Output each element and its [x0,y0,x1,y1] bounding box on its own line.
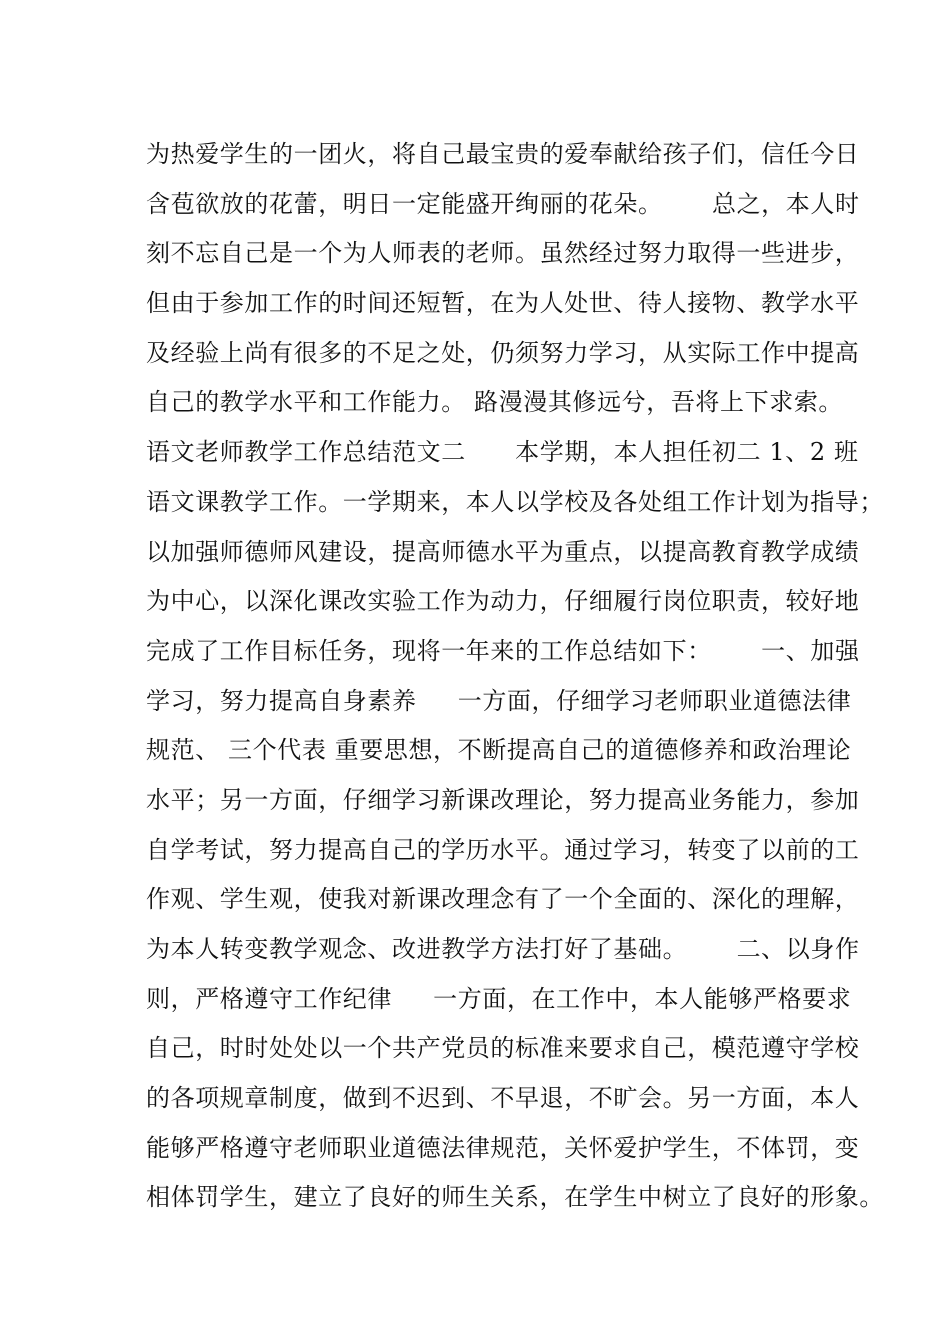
text-line: 但由于参加工作的时间还短暂，在为人处世、待人接物、教学水平 [146,289,860,318]
text-line: 相体罚学生，建立了良好的师生关系，在学生中树立了良好的形象。 [146,1183,884,1212]
text-line: 自己的教学水平和工作能力。 路漫漫其修远兮，吾将上下求索。 [146,388,844,417]
text-line: 作观、学生观，使我对新课改理念有了一个全面的、深化的理解， [146,885,860,914]
body-text [146,130,884,1223]
text-line: 水平；另一方面，仔细学习新课改理论，努力提高业务能力，参加 [146,785,860,814]
text-line: 为中心，以深化课改实验工作为动力，仔细履行岗位职责，较好地 [146,587,860,616]
text-line: 自学考试，努力提高自己的学历水平。通过学习，转变了以前的工 [146,835,860,864]
text-line: 规范、 三个代表 重要思想，不断提高自己的道德修养和政治理论 [146,736,852,765]
text-line: 语文课教学工作。一学期来，本人以学校及各处组工作计划为指导； [146,487,884,516]
text-line: 为本人转变教学观念、改进教学方法打好了基础。 二、以身作 [146,935,860,963]
text-line: 语文老师教学工作总结范文二 本学期，本人担任初二 1、2 班 [146,438,859,467]
text-line: 为热爱学生的一团火，将自己最宝贵的爱奉献给孩子们，信任今日 [146,140,860,168]
text-line: 刻不忘自己是一个为人师表的老师。虽然经过努力取得一些进步， [146,239,860,268]
text-line: 则，严格遵守工作纪律 一方面，在工作中，本人能够严格要求 [146,984,852,1013]
text-line: 自己，时时处处以一个共产党员的标准来要求自己，模范遵守学校 [146,1034,860,1063]
text-line: 学习，努力提高自身素养 一方面，仔细学习老师职业道德法律 [146,686,852,715]
text-line: 及经验上尚有很多的不足之处，仍须努力学习，从实际工作中提高 [146,338,860,367]
text-line: 的各项规章制度，做到不迟到、不早退，不旷会。另一方面，本人 [146,1084,860,1113]
text-line: 完成了工作目标任务，现将一年来的工作总结如下： 一、加强 [146,636,860,665]
text-line: 以加强师德师风建设，提高师德水平为重点，以提高教育教学成绩 [146,537,860,566]
text-line: 含苞欲放的花蕾，明日一定能盛开绚丽的花朵。 总之，本人时 [146,189,860,218]
text-line: 能够严格遵守老师职业道德法律规范，关怀爱护学生，不体罚，变 [146,1133,860,1162]
